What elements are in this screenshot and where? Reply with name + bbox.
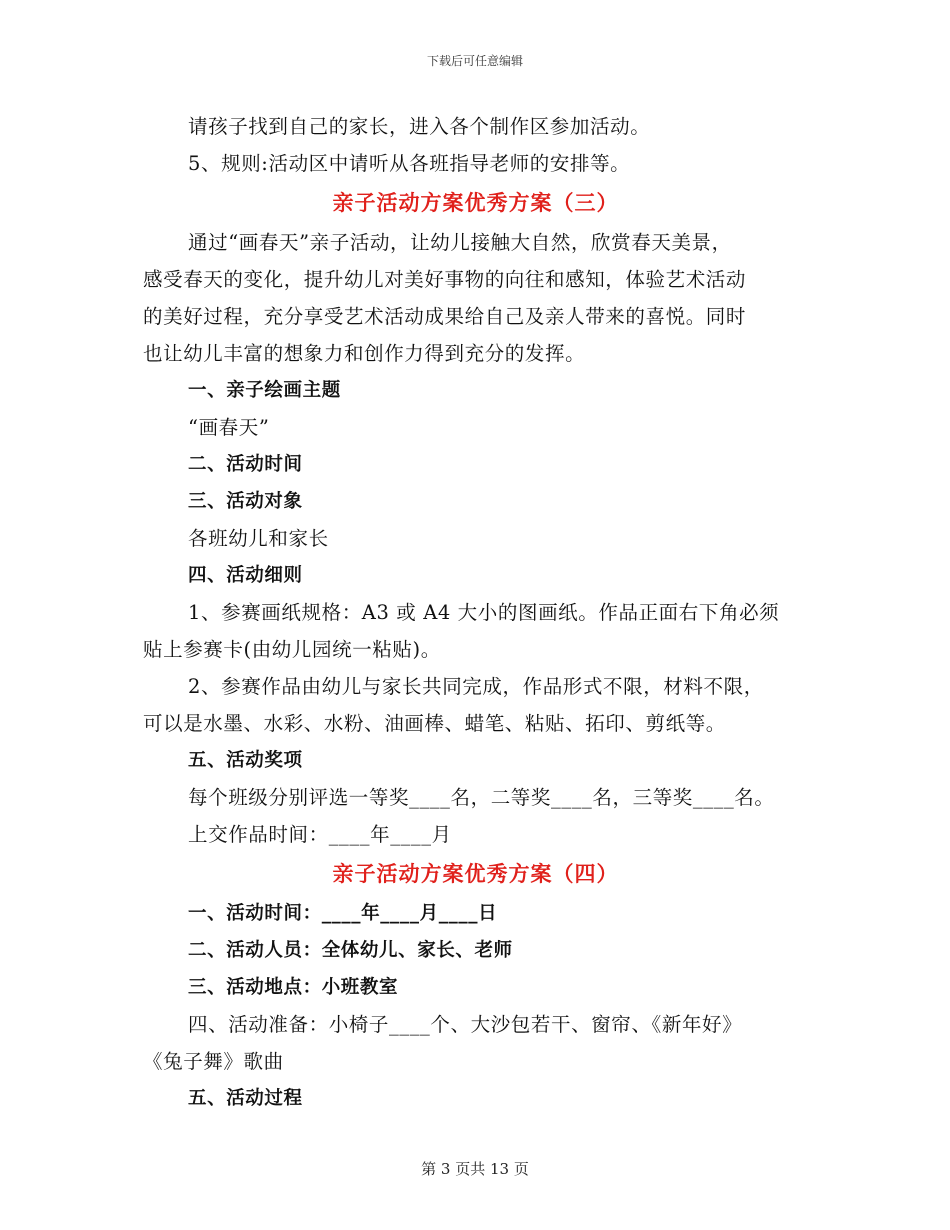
- intro-line: 通过“画春天”亲子活动，让幼儿接触大自然，欣赏春天美景，: [188, 231, 732, 254]
- activity-location: 三、活动地点：小班教室: [188, 977, 399, 998]
- theme-text: “画春天”: [188, 416, 270, 439]
- paragraph: 请孩子找到自己的家长，进入各个制作区参加活动。: [188, 115, 651, 138]
- heading-target: 三、活动对象: [188, 491, 303, 512]
- activity-people: 二、活动人员：全体幼儿、家长、老师: [188, 940, 513, 961]
- rule-line: 2、参赛作品由幼儿与家长共同完成，作品形式不限，材料不限，: [188, 675, 764, 698]
- section-title-3: 亲子活动方案优秀方案（三）: [332, 191, 619, 215]
- rule-line: 1、参赛画纸规格：A3 或 A4 大小的图画纸。作品正面右下角必须: [188, 601, 780, 624]
- intro-line: 也让幼儿丰富的想象力和创作力得到充分的发挥。: [143, 342, 586, 365]
- activity-prep: 四、活动准备：小椅子____个、大沙包若干、窗帘、《新年好》: [188, 1013, 743, 1036]
- intro-line: 的美好过程，充分享受艺术活动成果给自己及亲人带来的喜悦。同时: [143, 305, 747, 328]
- awards-text: 每个班级分别评选一等奖____名，二等奖____名，三等奖____名。: [188, 786, 775, 809]
- paragraph: 5、规则:活动区中请听从各班指导老师的安排等。: [188, 152, 631, 175]
- heading-awards: 五、活动奖项: [188, 750, 303, 771]
- rule-line: 可以是水墨、水彩、水粉、油画棒、蜡笔、粘贴、拓印、剪纸等。: [143, 712, 726, 735]
- heading-rules: 四、活动细则: [188, 565, 303, 586]
- activity-time: 一、活动时间：____年____月____日: [188, 903, 498, 924]
- submission-time: 上交作品时间：____年____月: [188, 823, 452, 846]
- document-body: [143, 108, 808, 1117]
- heading-time: 二、活动时间: [188, 454, 303, 475]
- heading-theme: 一、亲子绘画主题: [188, 380, 341, 401]
- page-footer: 第 3 页共 13 页: [421, 1160, 529, 1178]
- page-header: 下载后可任意编辑: [426, 54, 523, 68]
- activity-prep: 《兔子舞》歌曲: [143, 1050, 284, 1073]
- target-text: 各班幼儿和家长: [188, 527, 329, 550]
- section-title-4: 亲子活动方案优秀方案（四）: [332, 862, 619, 886]
- rule-line: 贴上参赛卡(由幼儿园统一粘贴)。: [143, 638, 441, 661]
- intro-line: 感受春天的变化，提升幼儿对美好事物的向往和感知，体验艺术活动: [143, 268, 747, 291]
- activity-process: 五、活动过程: [188, 1088, 303, 1109]
